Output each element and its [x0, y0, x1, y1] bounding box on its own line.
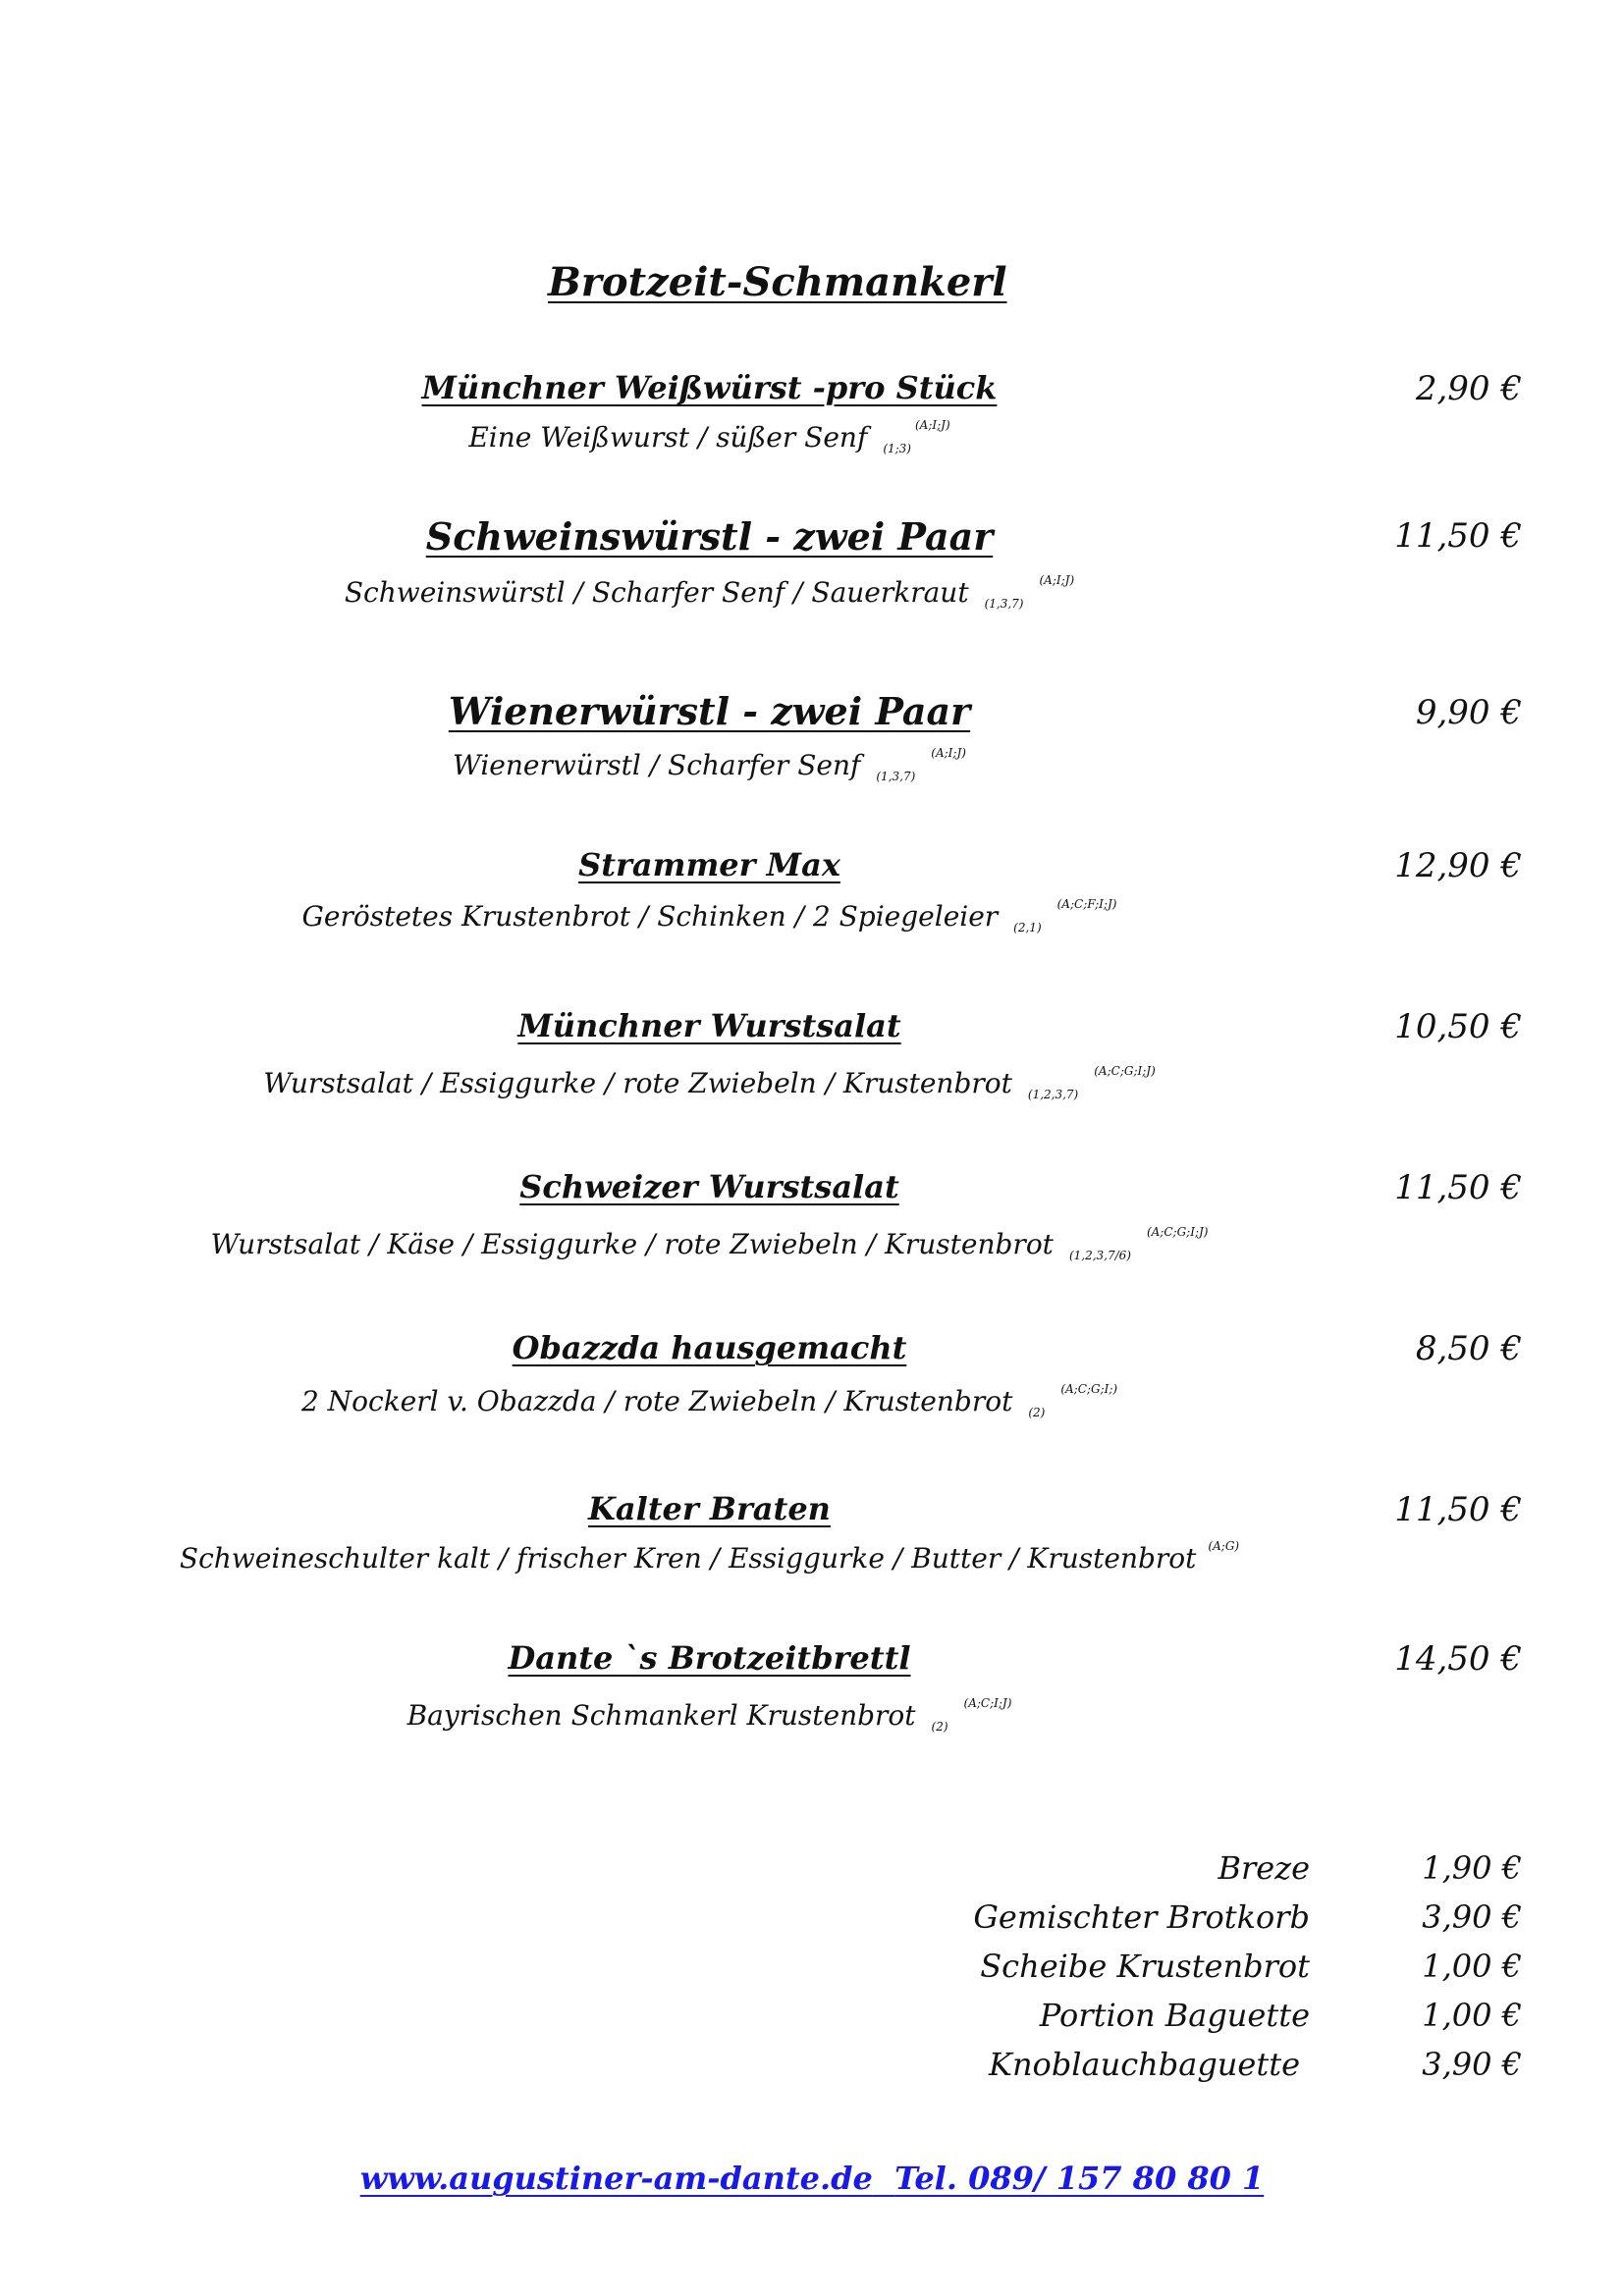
menu-item-title: Dante `s Brotzeitbrettl [508, 1639, 911, 1677]
menu-item-description [0, 1539, 1419, 1575]
allergen-note: (A;I;J) [1039, 573, 1075, 587]
menu-item-price: 11,50 € [1394, 516, 1522, 556]
allergen-note: (A;C;G;I;) [1060, 1382, 1118, 1396]
additive-note: (2,1) [1013, 921, 1042, 934]
menu-item-title: Schweinswürstl - zwei Paar [425, 514, 994, 559]
menu-item-title: Schweizer Wurstsalat [519, 1168, 899, 1205]
menu-item-title: Obazzda hausgemacht [512, 1329, 907, 1366]
allergen-note: (A;C;F;I;J) [1056, 897, 1117, 911]
extra-item-label: Gemischter Brotkorb [973, 1898, 1310, 1936]
additive-note: (1,3,7) [876, 770, 916, 783]
menu-item-description [0, 573, 1419, 611]
menu-item-price: 10,50 € [1394, 1007, 1522, 1046]
menu-item-price: 9,90 € [1415, 693, 1522, 732]
extra-item-label: Portion Baguette [1039, 1997, 1310, 2034]
allergen-note: (A;G) [1208, 1539, 1240, 1553]
description-text: Bayrischen Schmankerl Krustenbrot [406, 1699, 916, 1732]
menu-item-title: Wienerwürstl - zwei Paar [448, 689, 971, 733]
description-text: Geröstetes Krustenbrot / Schinken / 2 Spiegeleier [301, 900, 999, 933]
extra-item-price: 3,90 € [1422, 1898, 1522, 1936]
extra-item-label: Knoblauchbaguette [989, 2046, 1300, 2083]
description-text: Wurstsalat / Käse / Essiggurke / rote Zwiebeln / Krustenbrot [210, 1228, 1054, 1260]
description-text: Schweinswürstl / Scharfer Senf / Sauerkraut [344, 576, 969, 609]
description-text: Wurstsalat / Essiggurke / rote Zwiebeln / Krustenbrot [263, 1067, 1012, 1099]
menu-item-description [0, 746, 1419, 783]
menu-item-description [0, 418, 1419, 455]
menu-item-price: 8,50 € [1415, 1329, 1522, 1368]
description-text: Wienerwürstl / Scharfer Senf [453, 749, 861, 781]
menu-item-title: Münchner Weißwürst -pro Stück [421, 369, 998, 406]
menu-item-price: 2,90 € [1415, 369, 1522, 408]
extra-item-label: Scheibe Krustenbrot [980, 1948, 1310, 1985]
website-link[interactable]: www.augustiner-am-dante.de [359, 2160, 873, 2197]
extra-item-price: 1,90 € [1422, 1849, 1522, 1887]
allergen-note: (A;C;G;I;J) [1146, 1225, 1209, 1239]
menu-item-title: Münchner Wurstsalat [517, 1007, 901, 1044]
menu-item-description [0, 1225, 1419, 1262]
description-text: Eine Weißwurst / süßer Senf [468, 421, 868, 454]
menu-item-price: 11,50 € [1394, 1168, 1522, 1207]
additive-note: (2) [931, 1720, 948, 1734]
additive-note: (1,2,3,7/6) [1068, 1249, 1131, 1262]
description-text: 2 Nockerl v. Obazzda / rote Zwiebeln / Krustenbrot [300, 1385, 1013, 1417]
extra-item-label: Breze [1218, 1849, 1310, 1887]
phone-number[interactable]: Tel. 089/ 157 80 80 1 [894, 2160, 1265, 2197]
menu-item-price: 12,90 € [1394, 846, 1522, 885]
allergen-note: (A;C;I;J) [963, 1696, 1012, 1710]
menu-item-price: 14,50 € [1394, 1639, 1522, 1679]
additive-note: (1,2,3,7) [1027, 1088, 1079, 1101]
menu-item-title: Strammer Max [578, 846, 840, 883]
page-title: Brotzeit-Schmankerl [548, 259, 1007, 305]
additive-note: (1,3,7) [984, 597, 1024, 611]
menu-item-description [0, 1696, 1419, 1734]
additive-note: (1;3) [883, 442, 911, 455]
extra-item-price: 1,00 € [1422, 1997, 1522, 2034]
footer-contact-link[interactable] [0, 2160, 1624, 2197]
allergen-note: (A;I;J) [915, 418, 950, 432]
extra-item-price: 3,90 € [1422, 2046, 1522, 2083]
allergen-note: (A;C;G;I;J) [1094, 1064, 1156, 1078]
additive-note: (2) [1028, 1406, 1046, 1419]
menu-item-price: 11,50 € [1394, 1490, 1522, 1529]
menu-item-description [0, 897, 1419, 934]
menu-item-description [0, 1064, 1419, 1101]
extra-item-price: 1,00 € [1422, 1948, 1522, 1985]
menu-item-description [0, 1382, 1419, 1419]
description-text: Schweineschulter kalt / frischer Kren / Essiggurke / Butter / Krustenbrot [179, 1542, 1197, 1575]
menu-item-title: Kalter Braten [588, 1490, 831, 1527]
allergen-note: (A;I;J) [931, 746, 966, 760]
